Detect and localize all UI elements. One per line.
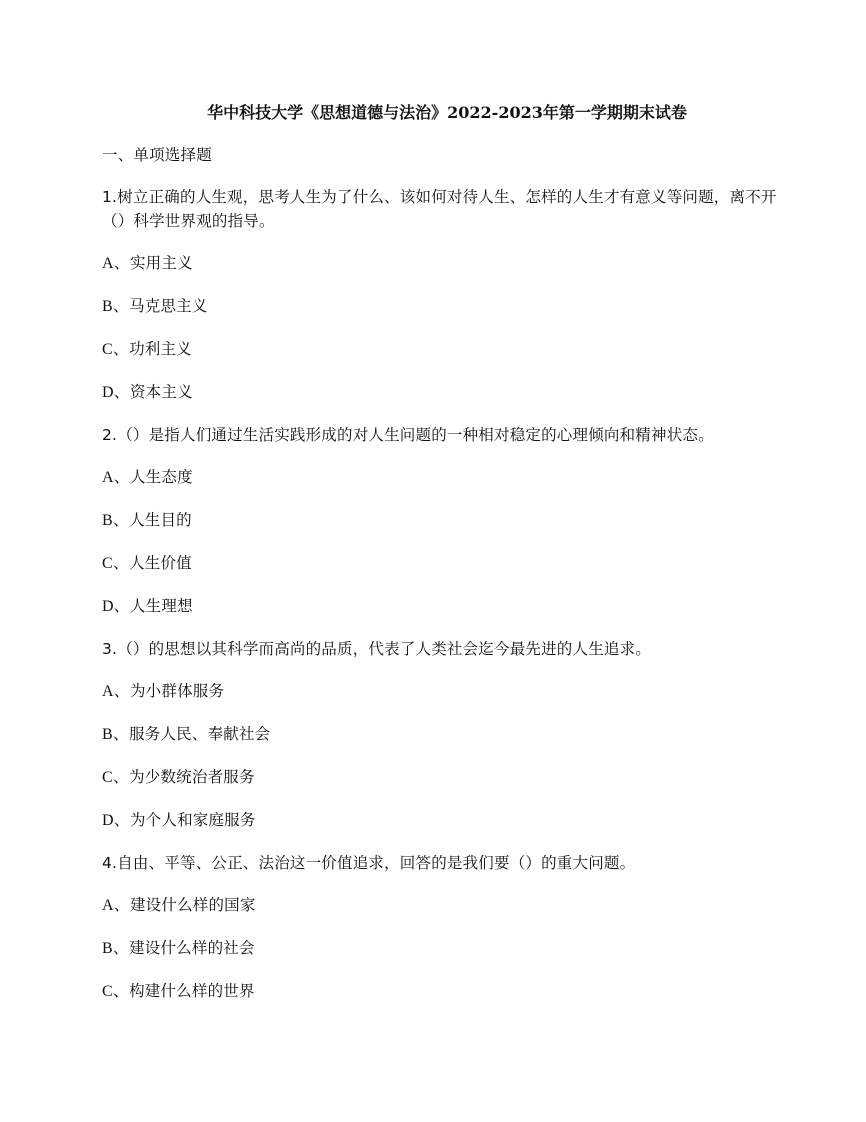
option-text: 建设什么样的社会 (129, 939, 255, 957)
option-letter: C、 (102, 555, 130, 572)
question-list (102, 185, 792, 1004)
option-text: 建设什么样的国家 (129, 896, 256, 914)
option-text: 人生目的 (129, 511, 192, 529)
answer-option (102, 979, 792, 1004)
option-letter: A、 (102, 683, 130, 700)
option-letter: C、 (102, 983, 130, 1000)
option-text: 人生价值 (129, 554, 192, 572)
question-stem: 4.自由、平等、公正、法治这一价值追求，回答的是我们要（）的重大问题。 (102, 854, 636, 872)
option-letter: A、 (102, 897, 130, 914)
answer-option (102, 936, 792, 961)
option-letter: D、 (102, 598, 130, 615)
option-text: 人生态度 (129, 468, 193, 486)
option-text: 马克思主义 (129, 297, 208, 315)
option-text: 为小群体服务 (129, 682, 225, 700)
option-text: 实用主义 (129, 254, 193, 272)
section-heading: 一、单项选择题 (102, 146, 212, 164)
exam-title: 华中科技大学《思想道德与法治》2022-2023年第一学期期末试卷 (207, 103, 687, 122)
answer-option (102, 722, 792, 747)
option-text: 功利主义 (129, 340, 192, 358)
option-text: 服务人民、奉献社会 (129, 725, 271, 743)
question-stem: 1.树立正确的人生观，思考人生为了什么、该如何对待人生、怎样的人生才有意义等问题，离不开（）科学世界观的指导。 (102, 188, 777, 230)
option-letter: B、 (102, 512, 130, 529)
answer-option (102, 380, 792, 405)
option-letter: B、 (102, 726, 130, 743)
answer-option (102, 893, 792, 918)
option-letter: D、 (102, 384, 130, 401)
option-text: 构建什么样的世界 (129, 982, 255, 1000)
option-text: 为个人和家庭服务 (129, 811, 256, 829)
answer-option (102, 294, 792, 319)
answer-option (102, 594, 792, 619)
option-letter: A、 (102, 469, 130, 486)
answer-option (102, 465, 792, 490)
option-letter: B、 (102, 298, 130, 315)
option-letter: C、 (102, 341, 130, 358)
option-text: 资本主义 (129, 383, 193, 401)
option-text: 人生理想 (129, 597, 193, 615)
option-text: 为少数统治者服务 (129, 768, 255, 786)
option-letter: A、 (102, 255, 130, 272)
document-page (102, 101, 792, 1022)
question-stem: 2.（）是指人们通过生活实践形成的对人生问题的一种相对稳定的心理倾向和精神状态。 (102, 426, 714, 444)
option-letter: C、 (102, 769, 130, 786)
answer-option (102, 808, 792, 833)
answer-option (102, 251, 792, 276)
answer-option (102, 508, 792, 533)
option-letter: D、 (102, 812, 130, 829)
answer-option (102, 337, 792, 362)
question-stem: 3.（）的思想以其科学而高尚的品质，代表了人类社会迄今最先进的人生追求。 (102, 640, 651, 658)
answer-option (102, 551, 792, 576)
option-letter: B、 (102, 940, 130, 957)
answer-option (102, 765, 792, 790)
answer-option (102, 679, 792, 704)
